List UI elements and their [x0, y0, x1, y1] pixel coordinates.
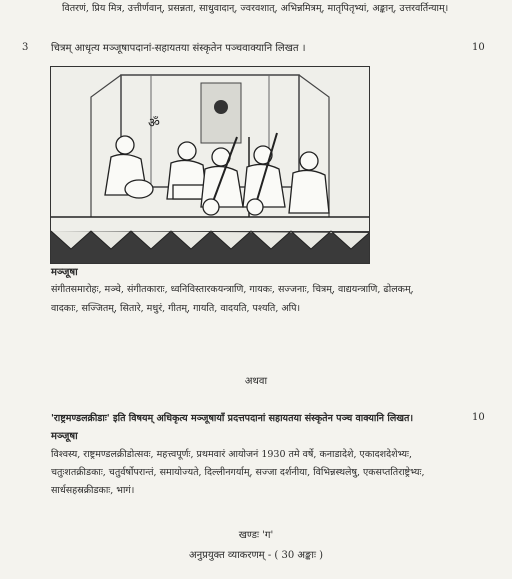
section-subtitle: अनुप्रयुक्त व्याकरणम् - ( 30 अङ्काः )	[188, 550, 324, 561]
alt-manjusha-title: मञ्जूषा	[51, 431, 78, 442]
question-marks: 10	[472, 42, 485, 53]
alt-question-marks: 10	[472, 412, 485, 423]
manjusha-words-line-2: वादकाः, सज्जितम्, सितारे, मधुरं, गीतम्, गायति, वादयति, पश्यति, अपि।	[51, 303, 301, 314]
manjusha-words-line-1: संगीतसमारोहः, मञ्चे, संगीतकाराः, ध्वनिविस्तारकयन्त्राणि, गायकः, सज्जनाः, चित्रम्, वाद्ययन्त्राणि, ढोलकम्,	[51, 284, 414, 295]
question-number: 3	[22, 42, 29, 53]
om-symbol: ॐ	[148, 116, 160, 131]
alt-manjusha-line-2: चतुःशतक्रीडकाः, चतुर्वर्षोपरान्तं, समायोज्यते, दिल्लीनगर्याम्, सज्जा दर्शनीया, विभिन्नस्थलेषु, एकसप्ततिराष्ट्रेभ्यः,	[51, 467, 425, 478]
manjusha-title: मञ्जूषा	[51, 267, 78, 278]
alt-question-text: 'राष्ट्रमण्डलक्रीडाः' इति विषयम् अधिकृत्य मञ्जूषायाँ प्रदत्तपदानां सहायतया संस्कृतेन पञ्च वाक्यानि लिखत।	[51, 413, 414, 424]
section-title: खण्डः 'ग'	[238, 530, 274, 541]
question-text: चित्रम् आधृत्य मञ्जूषापदानां-सहायतया संस्कृतेन पञ्चवाक्यानि लिखत ।	[51, 43, 306, 54]
music-concert-illustration	[50, 66, 370, 264]
prior-answer-hints: वितरणं, प्रिय मित्र, उत्तीर्णवान्, प्रसन्नता, साधुवादान्, ज्वरवशात्, अभिन्नमित्रम्, मातृपितृभ्यां, अङ्कान्, उत्तरवर्तिन्याम्।	[62, 3, 449, 14]
alt-manjusha-line-1: विश्वस्य, राष्ट्रमण्डलक्रीडोत्सवः, महत्त्वपूर्णः, प्रथमवारं आयोजनं 1930 तमे वर्षे, कनाडादेशे, एकादशदेशेभ्यः,	[51, 449, 412, 460]
or-label: अथवा	[244, 376, 268, 387]
alt-manjusha-line-3: सार्धसहस्रक्रीडकाः, भागं।	[51, 485, 135, 496]
illustration-svg	[51, 67, 369, 263]
